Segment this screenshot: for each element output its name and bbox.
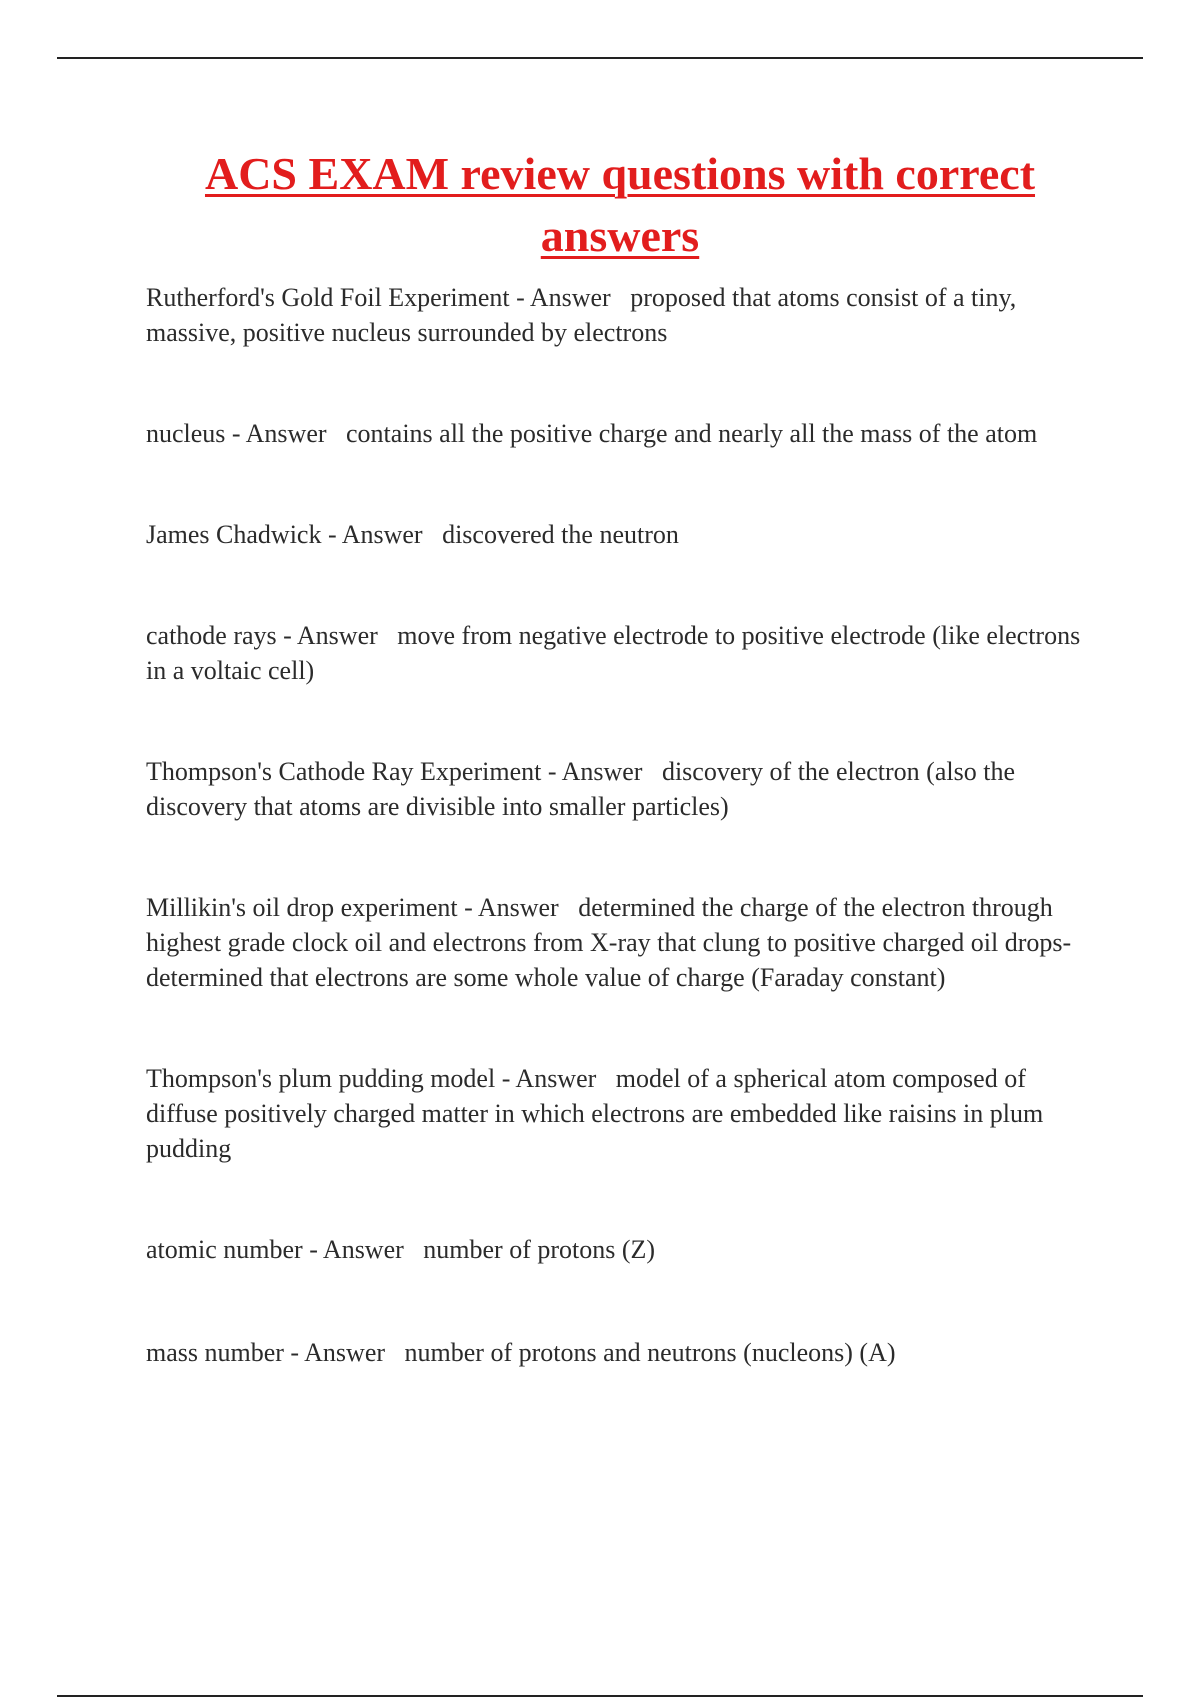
top-rule [57, 57, 1143, 59]
qa-list [146, 280, 1096, 1370]
qa-answer: discovered the neutron [442, 520, 679, 549]
qa-item [146, 890, 1096, 995]
qa-term: Thompson's Cathode Ray Experiment [146, 757, 542, 786]
qa-answer: model of a spherical atom composed of diffuse positively charged matter in which electrons are embedded like raisins in plum pudding [146, 1064, 1050, 1163]
qa-answer: determined the charge of the electron through highest grade clock oil and electrons from X-ray that clung to positive charged oil drops- determined that electrons are some whole value of charge (Faraday constant) [146, 893, 1078, 992]
qa-item [146, 416, 1096, 451]
qa-item [146, 754, 1096, 824]
qa-separator: - Answer [495, 1064, 616, 1093]
qa-term: cathode rays [146, 621, 277, 650]
qa-item [146, 280, 1096, 350]
qa-answer: discovery of the electron (also the discovery that atoms are divisible into smaller particles) [146, 757, 1022, 821]
qa-answer: proposed that atoms consist of a tiny, massive, positive nucleus surrounded by electrons [146, 283, 1023, 347]
qa-separator: - Answer [302, 1235, 424, 1264]
qa-term: atomic number [146, 1235, 303, 1264]
qa-item [146, 1335, 1096, 1370]
qa-separator: - Answer [509, 283, 631, 312]
qa-answer: number of protons and neutrons (nucleons) (A) [404, 1338, 896, 1367]
qa-item [146, 618, 1096, 688]
qa-separator: - Answer [276, 621, 398, 650]
qa-term: mass number [146, 1338, 284, 1367]
qa-answer: contains all the positive charge and nearly all the mass of the atom [346, 419, 1038, 448]
qa-item [146, 517, 1096, 552]
qa-answer: number of protons (Z) [423, 1235, 656, 1264]
qa-separator: - Answer [457, 893, 579, 922]
document-title: ACS EXAM review questions with correct answers [204, 148, 1036, 261]
qa-separator: - Answer [225, 419, 347, 448]
qa-separator: - Answer [321, 520, 443, 549]
bottom-rule [57, 1695, 1143, 1697]
qa-term: Thompson's plum pudding model [146, 1064, 496, 1093]
qa-term: James Chadwick [146, 520, 322, 549]
qa-separator: - Answer [283, 1338, 405, 1367]
qa-item [146, 1061, 1096, 1166]
qa-term: Rutherford's Gold Foil Experiment [146, 283, 510, 312]
qa-term: Millikin's oil drop experiment [146, 893, 458, 922]
qa-term: nucleus [146, 419, 226, 448]
qa-separator: - Answer [541, 757, 662, 786]
qa-answer: move from negative electrode to positive electrode (like electrons in a voltaic cell) [146, 621, 1087, 685]
qa-item [146, 1232, 1096, 1267]
